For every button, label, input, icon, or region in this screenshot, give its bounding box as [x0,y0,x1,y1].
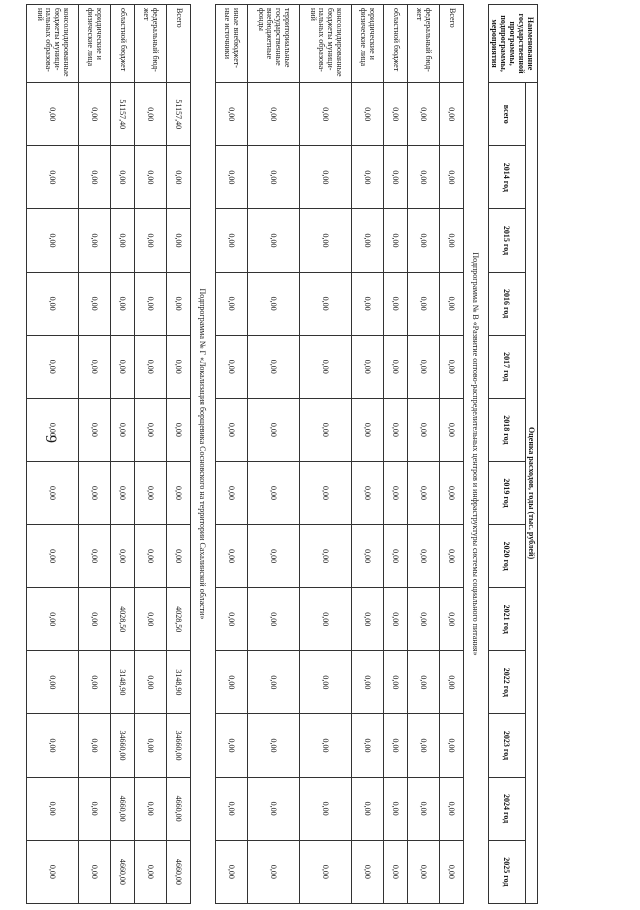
row-label: территориальные государственные внебюджетные фонды [248,5,300,83]
value-cell: 0,00 [111,461,135,524]
value-cell: 0,00 [216,840,248,903]
value-cell: 0,00 [300,272,352,335]
table-header [489,5,538,904]
value-cell: 0,00 [111,209,135,272]
table-row [167,5,191,904]
value-cell: 0,00 [408,83,440,146]
value-cell: 0,00 [27,272,79,335]
table-row [216,5,248,904]
value-cell: 0,00 [167,525,191,588]
value-cell: 0,00 [79,209,111,272]
cost-group-header: Оценка расходов, годы (тыс. рублей) [526,83,538,904]
table-row [111,5,135,904]
value-cell: 0,00 [408,335,440,398]
table-row [135,5,167,904]
value-cell: 0,00 [300,651,352,714]
value-cell: 0,00 [135,83,167,146]
year-header: 2020 год [489,525,526,588]
value-cell: 0,00 [300,398,352,461]
value-cell: 0,00 [408,525,440,588]
value-cell: 0,00 [79,335,111,398]
value-cell: 0,00 [79,398,111,461]
value-cell: 0,00 [352,461,384,524]
value-cell: 0,00 [408,461,440,524]
value-cell: 0,00 [135,335,167,398]
value-cell: 0,00 [248,525,300,588]
year-header: 2023 год [489,714,526,777]
year-header: 2019 год [489,461,526,524]
value-cell: 0,00 [352,714,384,777]
value-cell: 0,00 [352,840,384,903]
value-cell: 0,00 [79,840,111,903]
value-cell: 0,00 [352,335,384,398]
value-cell: 0,00 [300,588,352,651]
year-header: 2018 год [489,398,526,461]
value-cell: 0,00 [384,651,408,714]
value-cell: 0,00 [440,525,464,588]
value-cell: 0,00 [440,651,464,714]
value-cell: 0,00 [111,146,135,209]
row-label: Всего [440,5,464,83]
value-cell: 0,00 [79,83,111,146]
section-row [464,5,489,904]
value-cell: 3148,90 [167,651,191,714]
value-cell: 51157,40 [167,83,191,146]
value-cell: 0,00 [384,777,408,840]
table-row [440,5,464,904]
value-cell: 0,00 [167,146,191,209]
value-cell: 0,00 [248,840,300,903]
value-cell: 0,00 [248,83,300,146]
year-header: 2015 год [489,209,526,272]
row-label: консолидированные бюджеты муници-пальных образова-ний [300,5,352,83]
value-cell: 0,00 [248,272,300,335]
value-cell: 0,00 [408,714,440,777]
value-cell: 0,00 [248,146,300,209]
value-cell: 0,00 [79,272,111,335]
value-cell: 0,00 [384,83,408,146]
value-cell: 0,00 [384,209,408,272]
value-cell: 0,00 [300,840,352,903]
table-row [352,5,384,904]
year-header: 2014 год [489,146,526,209]
value-cell: 0,00 [384,272,408,335]
table-row [248,5,300,904]
value-cell: 0,00 [440,83,464,146]
value-cell: 0,00 [440,146,464,209]
value-cell: 0,00 [352,209,384,272]
year-header: всего [489,83,526,146]
value-cell: 0,00 [27,146,79,209]
value-cell: 0,00 [216,146,248,209]
value-cell: 0,00 [248,651,300,714]
value-cell: 0,00 [27,525,79,588]
table-row [300,5,352,904]
value-cell: 3148,90 [111,651,135,714]
value-cell: 0,00 [300,83,352,146]
value-cell: 0,00 [352,83,384,146]
section-title: Подпрограмма № В «Развитие оптово-распределительных центров и инфраструктуры системы социального питания» [464,5,489,904]
table-row [384,5,408,904]
value-cell: 0,00 [408,146,440,209]
budget-table [26,4,538,904]
row-label: Всего [167,5,191,83]
value-cell: 0,00 [352,777,384,840]
value-cell: 0,00 [27,651,79,714]
value-cell: 0,00 [352,588,384,651]
row-label: федеральный бюд-жет [408,5,440,83]
value-cell: 0,00 [248,398,300,461]
year-header: 2022 год [489,651,526,714]
value-cell: 0,00 [79,777,111,840]
value-cell: 0,00 [79,461,111,524]
value-cell: 0,00 [216,83,248,146]
value-cell: 0,00 [248,335,300,398]
year-header: 2016 год [489,272,526,335]
row-label: областной бюджет [384,5,408,83]
value-cell: 0,00 [167,461,191,524]
value-cell: 0,00 [27,777,79,840]
value-cell: 0,00 [216,335,248,398]
value-cell: 0,00 [27,714,79,777]
value-cell: 0,00 [440,335,464,398]
value-cell: 0,00 [440,398,464,461]
year-header: 2025 год [489,840,526,903]
year-header: 2024 год [489,777,526,840]
value-cell: 0,00 [216,525,248,588]
value-cell: 0,00 [300,209,352,272]
value-cell: 0,00 [216,714,248,777]
value-cell: 0,00 [27,840,79,903]
row-label: юридические и физические лица [79,5,111,83]
value-cell: 0,00 [216,588,248,651]
value-cell: 0,00 [300,525,352,588]
value-cell: 0,00 [440,588,464,651]
value-cell: 0,00 [167,335,191,398]
value-cell: 0,00 [384,335,408,398]
value-cell: 0,00 [27,398,79,461]
value-cell: 0,00 [27,83,79,146]
value-cell: 0,00 [216,398,248,461]
value-cell: 0,00 [352,651,384,714]
value-cell: 0,00 [384,714,408,777]
table-row [79,5,111,904]
value-cell: 0,00 [352,146,384,209]
value-cell: 0,00 [408,588,440,651]
value-cell: 0,00 [440,714,464,777]
section-row [191,5,216,904]
table-row [27,5,79,904]
value-cell: 0,00 [79,651,111,714]
value-cell: 0,00 [300,714,352,777]
value-cell: 0,00 [27,335,79,398]
value-cell: 0,00 [111,398,135,461]
value-cell: 0,00 [352,525,384,588]
value-cell: 0,00 [248,714,300,777]
value-cell: 4660,00 [167,777,191,840]
value-cell: 0,00 [384,588,408,651]
page-number: 9 [42,435,59,443]
value-cell: 4660,00 [167,840,191,903]
row-label: иные внебюджет-ные источники [216,5,248,83]
value-cell: 0,00 [440,840,464,903]
value-cell: 0,00 [384,840,408,903]
value-cell: 0,00 [300,146,352,209]
rotated-table-block [0,4,538,904]
value-cell: 0,00 [135,777,167,840]
value-cell: 4660,00 [111,777,135,840]
value-cell: 0,00 [408,398,440,461]
value-cell: 0,00 [216,272,248,335]
value-cell: 0,00 [111,335,135,398]
value-cell: 0,00 [440,461,464,524]
value-cell: 0,00 [216,461,248,524]
value-cell: 0,00 [352,398,384,461]
name-column-header: Наименование государственной программы, подпрограммы, мероприятия [489,5,538,83]
table-row [408,5,440,904]
value-cell: 0,00 [135,461,167,524]
value-cell: 34660,00 [111,714,135,777]
value-cell: 0,00 [167,209,191,272]
value-cell: 0,00 [384,525,408,588]
value-cell: 0,00 [300,461,352,524]
year-header: 2021 год [489,588,526,651]
value-cell: 0,00 [167,272,191,335]
value-cell: 0,00 [135,714,167,777]
value-cell: 0,00 [167,398,191,461]
year-header: 2017 год [489,335,526,398]
value-cell: 0,00 [111,525,135,588]
value-cell: 0,00 [79,714,111,777]
value-cell: 0,00 [300,777,352,840]
value-cell: 4028,50 [111,588,135,651]
value-cell: 0,00 [408,209,440,272]
value-cell: 0,00 [352,272,384,335]
row-label: консолидированные бюджеты муници-пальных образова-ний [27,5,79,83]
value-cell: 0,00 [248,461,300,524]
section-title: Подпрограмма № Г «Локализация борщевика Сосновского на территории Сахалинской области» [191,5,216,904]
value-cell: 0,00 [79,146,111,209]
row-label: юридические и физические лица [352,5,384,83]
value-cell: 0,00 [300,335,352,398]
value-cell: 0,00 [111,272,135,335]
value-cell: 0,00 [440,272,464,335]
value-cell: 0,00 [27,209,79,272]
value-cell: 4660,00 [111,840,135,903]
value-cell: 0,00 [248,588,300,651]
value-cell: 0,00 [440,209,464,272]
value-cell: 0,00 [135,651,167,714]
value-cell: 0,00 [216,777,248,840]
value-cell: 0,00 [408,840,440,903]
value-cell: 0,00 [79,525,111,588]
value-cell: 0,00 [408,272,440,335]
value-cell: 0,00 [216,209,248,272]
value-cell: 0,00 [135,209,167,272]
value-cell: 0,00 [248,777,300,840]
row-label: федеральный бюд-жет [135,5,167,83]
value-cell: 4028,50 [167,588,191,651]
value-cell: 0,00 [384,461,408,524]
table-body [27,5,489,904]
value-cell: 0,00 [135,525,167,588]
value-cell: 0,00 [408,777,440,840]
value-cell: 34660,00 [167,714,191,777]
value-cell: 0,00 [408,651,440,714]
value-cell: 0,00 [248,209,300,272]
value-cell: 0,00 [440,777,464,840]
value-cell: 51157,40 [111,83,135,146]
value-cell: 0,00 [216,651,248,714]
value-cell: 0,00 [135,840,167,903]
value-cell: 0,00 [27,588,79,651]
row-label: областной бюджет [111,5,135,83]
value-cell: 0,00 [79,588,111,651]
value-cell: 0,00 [384,398,408,461]
value-cell: 0,00 [135,272,167,335]
value-cell: 0,00 [135,588,167,651]
value-cell: 0,00 [135,398,167,461]
value-cell: 0,00 [27,461,79,524]
value-cell: 0,00 [384,146,408,209]
value-cell: 0,00 [135,146,167,209]
